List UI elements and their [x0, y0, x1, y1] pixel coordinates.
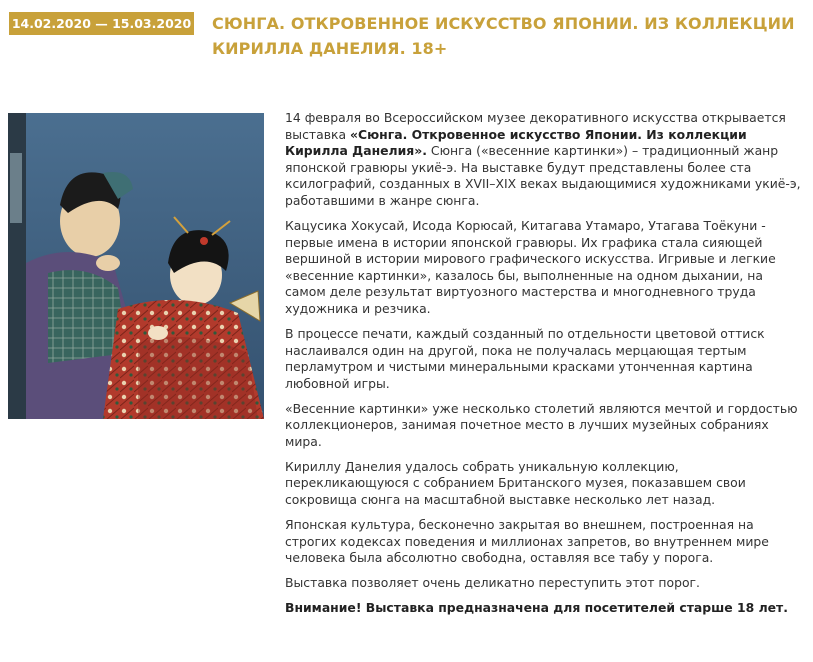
age-warning: Внимание! Выставка предназначена для посетителей старше 18 лет. [285, 600, 788, 616]
paragraph-collection: Кириллу Данелия удалось собрать уникальную коллекцию, перекликающуюся с собранием Британского музея, показавшем свои сокровища сюнга на масштабной выставке несколько лет назад. [285, 458, 746, 508]
article-text [285, 110, 805, 625]
paragraph-printing: В процессе печати, каждый созданный по отдельности цветовой оттиск наслаивался один на другой, пока не получалась мерцающая тертым перламутром и чистыми минеральными красками утонченная картина любовной игры. [285, 325, 765, 391]
exhibition-image [8, 113, 264, 419]
paragraph-collectors: «Весенние картинки» уже несколько столетий являются мечтой и гордостью коллекционеров, занимая почетное место в лучших музейных собраниях мира. [285, 400, 798, 449]
intro-paragraph [285, 110, 805, 210]
exhibition-name: «Сюнга. Откровенное искусство Японии. Из коллекции Кирилла Данелия». [285, 126, 747, 159]
paragraph-culture: Японская культура, бесконечно закрытая во внешнем, построенная на строгих кодексах поведения и миллионах запретов, во внутреннем мире человека была абсолютно свободна, оставляя все табу у порога. [285, 517, 769, 566]
paragraph-artists: Кацусика Хокусай, Исода Корюсай, Китагава Утамаро, Утагава Тоёкуни - первые имена в истории японской гравюры. Их графика стала сияющей вершиной в истории мирового графического искусства. Игривые и легкие «весенние картинки», казалось бы, выполненные на одном дыхании, на самом деле результат виртуозного мастерства и многодневного труда художника и резчика. [285, 217, 776, 316]
age-warning-paragraph [285, 600, 805, 617]
intro-text: 14 февраля во Всероссийском музее декоративного искусства открывается выставка [285, 110, 786, 142]
paragraph-threshold: Выставка позволяет очень деликатно переступить этот порог. [285, 575, 700, 591]
intro-continuation: Сюнга («весенние картинки») – традиционный жанр японской гравюры укиё-э. На выставке будут представлены более ста ксилографий, созданных в XVII–XIX веках выдающимися художниками укиё-э, работавшими в жанре сюнга. [285, 143, 801, 208]
page-title: СЮНГА. ОТКРОВЕННОЕ ИСКУССТВО ЯПОНИИ. ИЗ КОЛЛЕКЦИИ КИРИЛЛА ДАНЕЛИЯ. 18+ [212, 14, 795, 58]
date-badge: 14.02.2020 — 15.03.2020 [9, 12, 194, 35]
